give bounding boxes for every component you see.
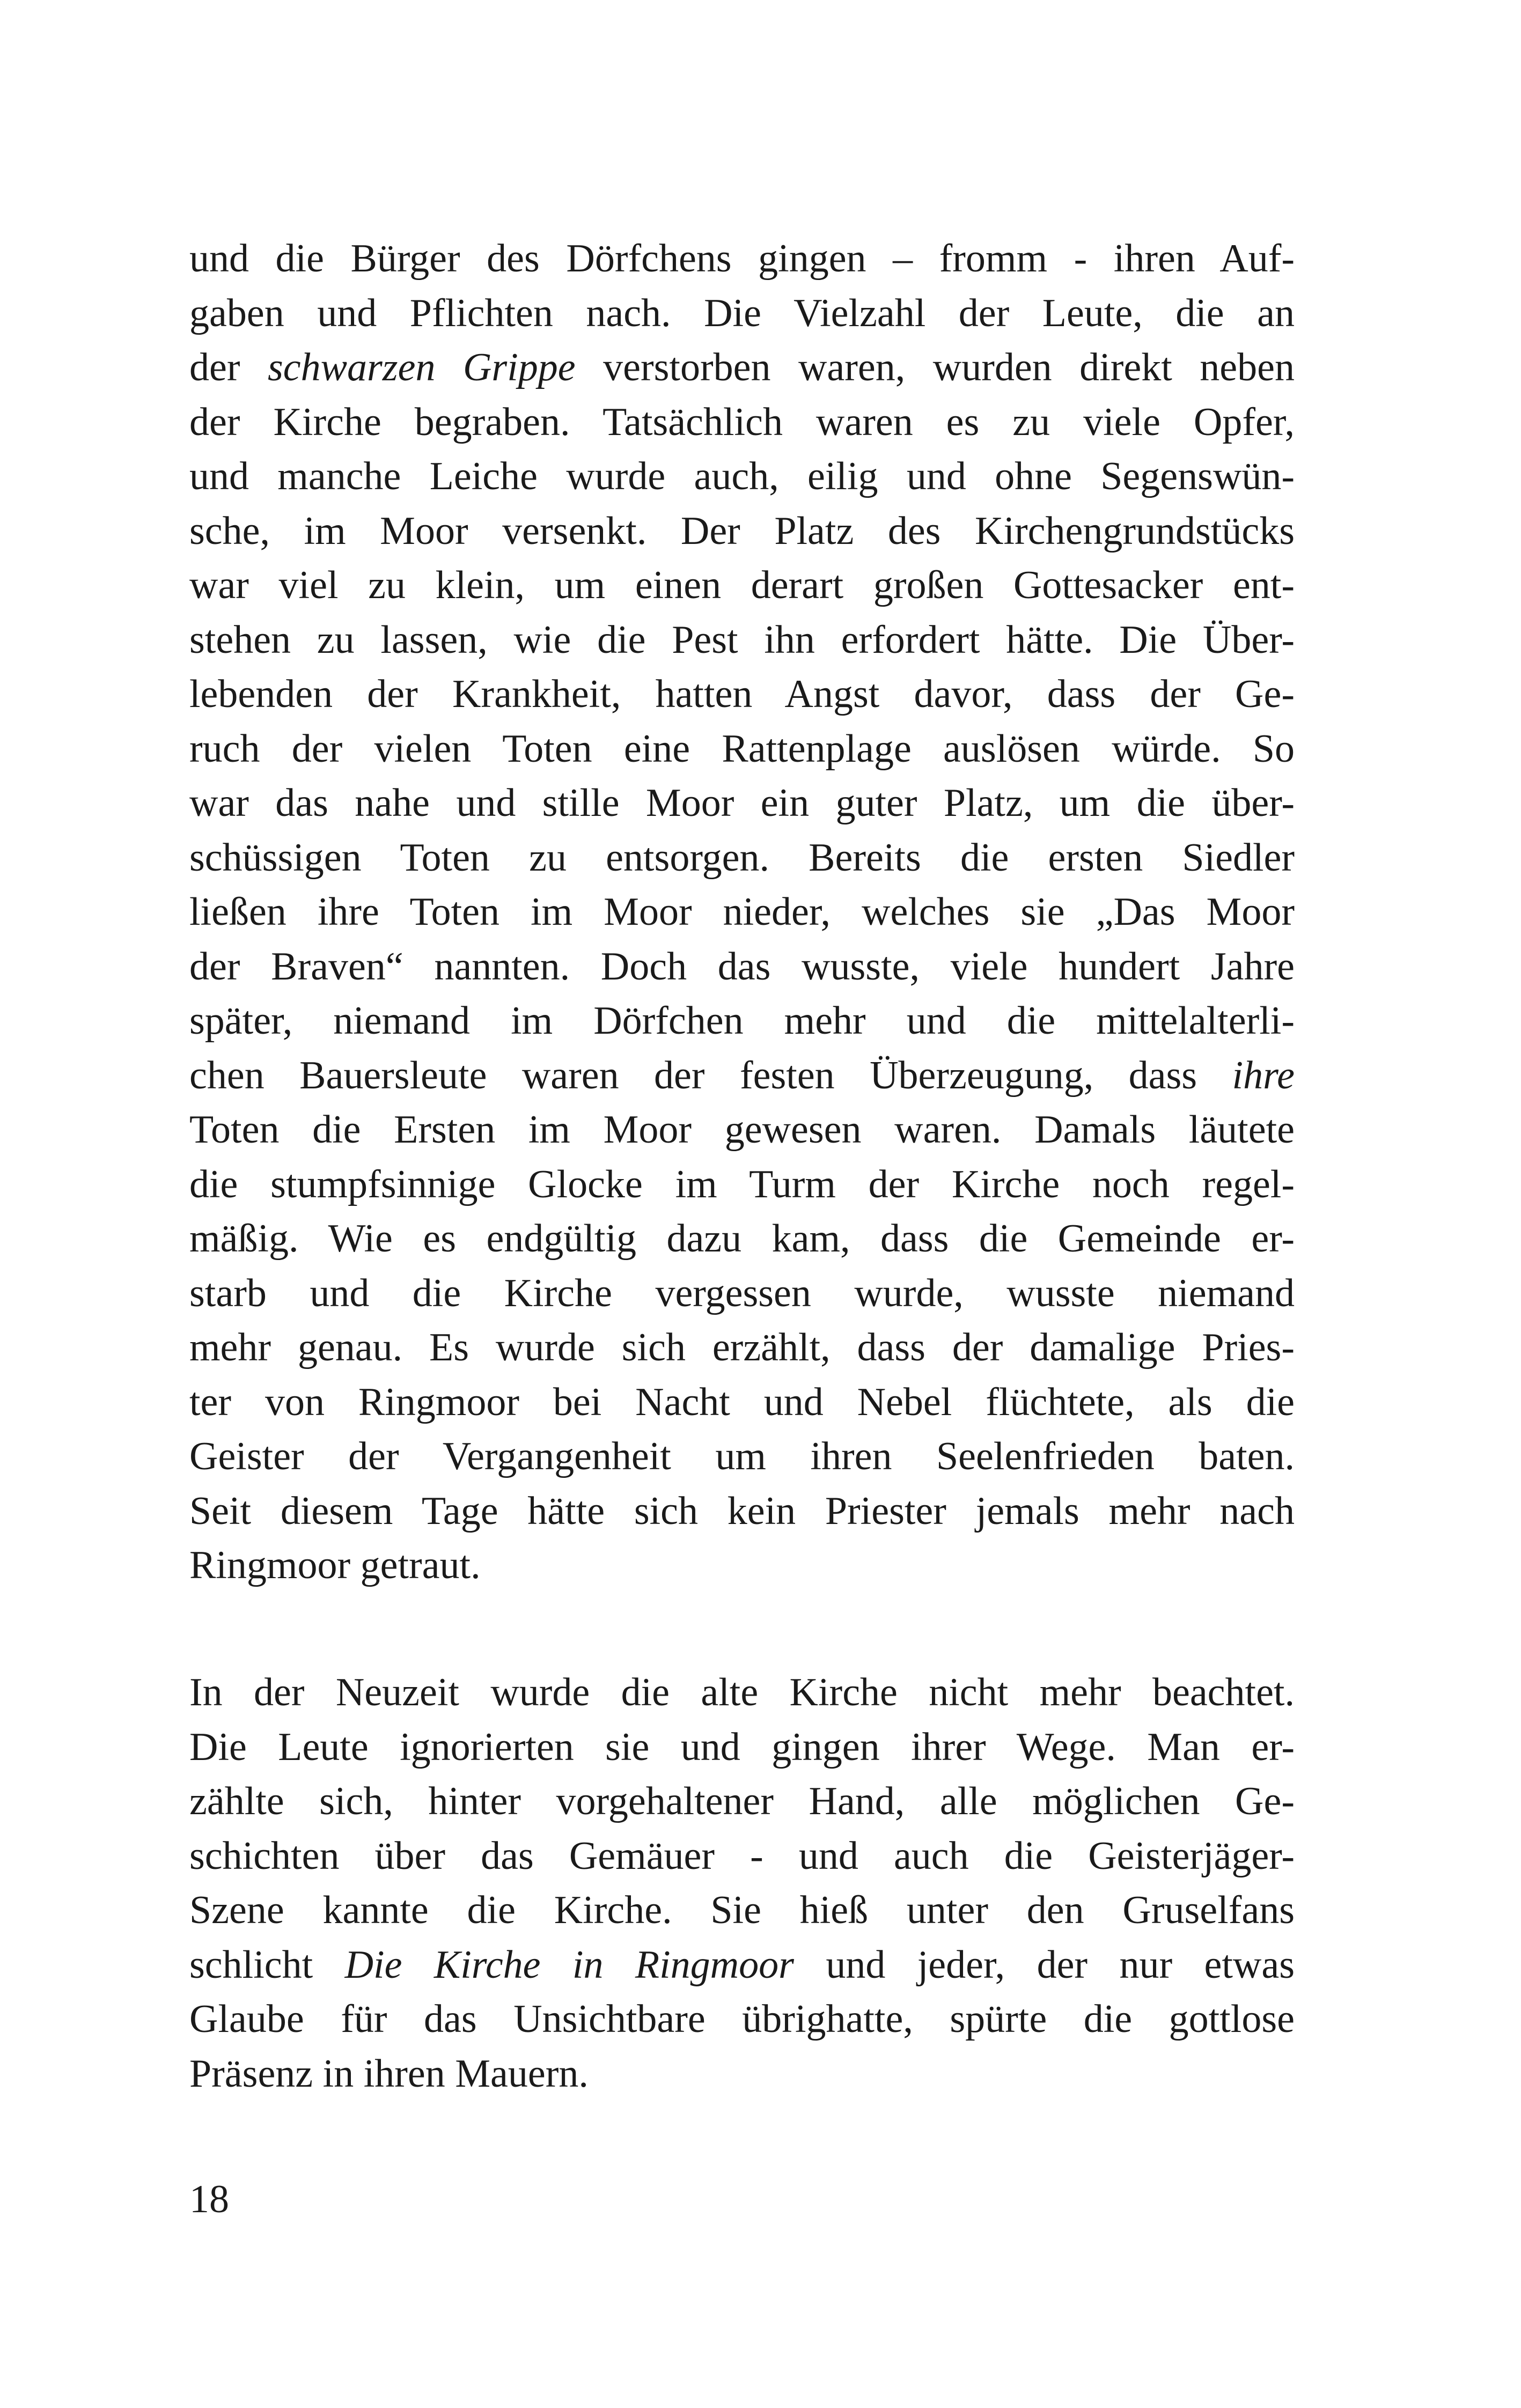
text-line: schüssigen Toten zu entsorgen. Bereits die ersten Siedler	[189, 835, 1295, 880]
text-line: sche, im Moor versenkt. Der Platz des Kirchengrundstücks	[189, 509, 1295, 553]
text-line: Glaube für das Unsichtbare übrighatte, spürte die gottlose	[189, 1997, 1295, 2041]
text-line: Seit diesem Tage hätte sich kein Priester jemals mehr nach	[189, 1489, 1295, 1533]
text-line: war viel zu klein, um einen derart großen Gottesacker ent-	[189, 563, 1295, 607]
text-line: In der Neuzeit wurde die alte Kirche nicht mehr beachtet.	[189, 1670, 1295, 1714]
italic-phrase: schwarzen Grippe	[268, 345, 576, 389]
text-segment: der	[189, 345, 268, 389]
text-line: und die Bürger des Dörfchens gingen – fromm - ihren Auf-	[189, 237, 1295, 281]
text-line: schichten über das Gemäuer - und auch die Geisterjäger-	[189, 1833, 1295, 1878]
page-number: 18	[189, 2177, 229, 2221]
text-segment: und jeder, der nur etwas	[793, 1942, 1295, 1987]
italic-phrase: ihre	[1232, 1053, 1295, 1098]
text-line: Geister der Vergangenheit um ihren Seelenfrieden baten.	[189, 1434, 1295, 1478]
text-line: Präsenz in ihren Mauern.	[189, 2051, 589, 2096]
text-line: lebenden der Krankheit, hatten Angst davor, dass der Ge-	[189, 672, 1295, 716]
paragraph-2	[189, 1666, 1295, 2101]
text-line: Die Leute ignorierten sie und gingen ihrer Wege. Man er-	[189, 1725, 1295, 1769]
text-line: die stumpfsinnige Glocke im Turm der Kirche noch regel-	[189, 1162, 1295, 1206]
text-line	[189, 1938, 1295, 1993]
text-line: später, niemand im Dörfchen mehr und die mittelalterli-	[189, 999, 1295, 1043]
text-segment: chen Bauersleute waren der festen Überzeugung, dass	[189, 1053, 1232, 1098]
text-line: ließen ihre Toten im Moor nieder, welches sie „Das Moor	[189, 890, 1295, 934]
text-line: der Braven“ nannten. Doch das wusste, viele hundert Jahre	[189, 944, 1295, 989]
text-line: war das nahe und stille Moor ein guter Platz, um die über-	[189, 781, 1295, 825]
text-line: Szene kannte die Kirche. Sie hieß unter den Gruselfans	[189, 1888, 1295, 1932]
text-line: der Kirche begraben. Tatsächlich waren es zu viele Opfer,	[189, 400, 1295, 444]
text-line: gaben und Pflichten nach. Die Vielzahl der Leute, die an	[189, 291, 1295, 335]
text-line: und manche Leiche wurde auch, eilig und ohne Segenswün-	[189, 454, 1295, 498]
text-line: zählte sich, hinter vorgehaltener Hand, alle möglichen Ge-	[189, 1779, 1295, 1823]
text-line: mäßig. Wie es endgültig dazu kam, dass die Gemeinde er-	[189, 1217, 1295, 1261]
text-segment: schlicht	[189, 1942, 345, 1987]
italic-phrase: Die Kirche in Ringmoor	[344, 1942, 794, 1987]
text-line: stehen zu lassen, wie die Pest ihn erfordert hätte. Die Über-	[189, 617, 1295, 662]
text-line	[189, 1049, 1295, 1103]
text-line: ter von Ringmoor bei Nacht und Nebel flüchtete, als die	[189, 1380, 1295, 1424]
text-line: Ringmoor getraut.	[189, 1543, 481, 1587]
paragraph-1	[189, 232, 1295, 1593]
text-line: ruch der vielen Toten eine Rattenplage auslösen würde. So	[189, 726, 1295, 771]
text-segment: verstorben waren, wurden direkt neben	[575, 345, 1295, 389]
text-line: Toten die Ersten im Moor gewesen waren. Damals läutete	[189, 1108, 1295, 1152]
text-line	[189, 341, 1295, 395]
text-line: mehr genau. Es wurde sich erzählt, dass der damalige Pries-	[189, 1325, 1295, 1369]
text-line: starb und die Kirche vergessen wurde, wusste niemand	[189, 1271, 1295, 1315]
